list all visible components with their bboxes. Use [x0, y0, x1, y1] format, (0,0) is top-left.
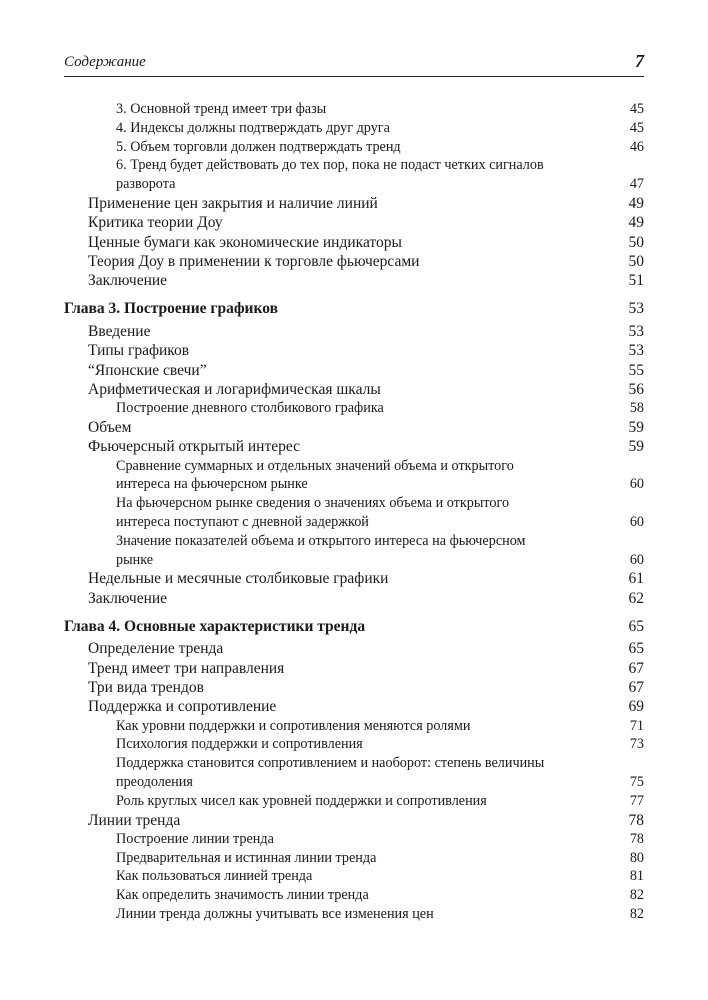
toc-entry-title: Объем	[88, 418, 132, 436]
toc-entry-page: 58	[629, 400, 644, 417]
toc-entry-page: 77	[629, 792, 644, 809]
toc-entry-page: 53	[628, 322, 644, 340]
toc-subsection	[64, 849, 644, 868]
toc-entry-page: 55	[628, 361, 644, 379]
toc-entry-title: Как определить значимость линии тренда	[116, 887, 369, 904]
toc-section	[64, 233, 644, 252]
toc-entry-page: 71	[629, 717, 644, 734]
toc-section	[64, 639, 644, 658]
toc-entry-title: Построение дневного столбикового графика	[116, 400, 384, 417]
toc-entry-page: 51	[628, 272, 644, 290]
toc-subsection	[64, 905, 644, 924]
toc-entry-title: Ценные бумаги как экономические индикаторы	[88, 233, 402, 251]
toc-section	[64, 589, 644, 608]
toc-section	[64, 811, 644, 830]
toc-subsection	[64, 399, 644, 418]
toc-entry-page: 80	[629, 849, 644, 866]
toc-entry-page: 50	[628, 233, 644, 251]
toc-entry-title: 5. Объем торговли должен подтверждать тренд	[116, 138, 401, 155]
toc-entry-page: 62	[628, 589, 644, 607]
toc-entry-title: На фьючерсном рынке сведения о значениях объема и открытого интереса поступают с дневной задержкой	[116, 495, 510, 530]
toc-entry-page: 67	[628, 659, 644, 677]
toc-entry-title: Глава 3. Построение графиков	[64, 300, 278, 318]
running-header	[64, 50, 644, 77]
toc-entry-title: 3. Основной тренд имеет три фазы	[116, 101, 327, 117]
chapter-heading	[64, 617, 644, 637]
toc-subsection	[64, 494, 644, 532]
toc-entry-page: 59	[628, 438, 644, 456]
toc-entry-title: Как уровни поддержки и сопротивления меняются ролями	[116, 717, 471, 734]
toc-subsection	[64, 754, 644, 792]
toc-subsection	[64, 886, 644, 905]
toc-entry-title: Определение тренда	[88, 640, 224, 658]
toc-entry-page: 69	[628, 698, 644, 716]
toc-entry-title: Фьючерсный открытый интерес	[88, 438, 300, 456]
toc-entry-page: 45	[629, 119, 644, 136]
toc-entry-page: 49	[628, 194, 644, 212]
toc-subsection	[64, 532, 644, 570]
toc-section	[64, 252, 644, 271]
toc-entry-title: Построение линии тренда	[116, 830, 274, 847]
toc-section	[64, 341, 644, 360]
toc-entry-page: 60	[629, 513, 644, 530]
toc-entry-page: 47	[629, 176, 644, 193]
toc-entry-page: 50	[628, 252, 644, 270]
toc-entry-title: Значение показателей объема и открытого интереса на фьючерсном рынке	[116, 532, 526, 568]
toc-entry-title: Поддержка и сопротивление	[88, 698, 277, 716]
toc-entry-title: Тренд имеет три направления	[88, 659, 285, 677]
toc-entry-title: Роль круглых чисел как уровней поддержки и сопротивления	[116, 792, 487, 809]
page-number: 7	[635, 51, 644, 71]
toc-entry-page: 60	[629, 476, 644, 493]
toc-entry-title: Арифметическая и логарифмическая шкалы	[88, 380, 381, 398]
toc-entry-page: 49	[628, 214, 644, 232]
toc-subsection	[64, 830, 644, 849]
toc-section	[64, 418, 644, 437]
toc-subsection	[64, 717, 644, 736]
toc-subsection	[64, 867, 644, 886]
toc-entry-page: 53	[628, 300, 644, 318]
toc-entry-title: Предварительная и истинная линии тренда	[116, 849, 377, 866]
toc-section	[64, 361, 644, 380]
running-title: Содержание	[64, 54, 146, 70]
toc-entry-title: Как пользоваться линией тренда	[116, 868, 313, 885]
toc-section	[64, 213, 644, 232]
toc-entry-title: 6. Тренд будет действовать до тех пор, пока не подаст четких сигналов разворота	[116, 157, 544, 193]
toc-entry-page: 78	[628, 811, 644, 829]
toc-entry-title: Введение	[88, 322, 151, 340]
toc-section	[64, 569, 644, 588]
toc-entry-page: 59	[628, 418, 644, 436]
toc-entry-page: 78	[629, 830, 644, 847]
toc-entry-page: 65	[628, 640, 644, 658]
toc-entry-page: 45	[629, 101, 644, 117]
toc-section	[64, 322, 644, 341]
toc-entry-title: Применение цен закрытия и наличие линий	[88, 194, 378, 212]
toc-entry-page: 67	[628, 679, 644, 697]
toc-subsection	[64, 156, 644, 194]
toc-entry-title: Недельные и месячные столбиковые графики	[88, 570, 389, 588]
toc-entry-title: Заключение	[88, 589, 168, 607]
toc-entry-title: Линии тренда должны учитывать все изменения цен	[116, 906, 434, 923]
toc-entry-title: Сравнение суммарных и отдельных значений объема и открытого интереса на фьючерсном рынке	[116, 457, 514, 493]
toc-section	[64, 437, 644, 456]
toc-entry-page: 81	[629, 868, 644, 885]
toc-entry-page: 73	[629, 736, 644, 753]
toc-entry-title: Три вида трендов	[88, 679, 204, 697]
toc-entry-page: 46	[629, 138, 644, 155]
toc-section	[64, 194, 644, 213]
table-of-contents	[64, 100, 644, 924]
toc-entry-title: Поддержка становится сопротивлением и наоборот: степень величины преодоления	[116, 755, 545, 790]
toc-entry-title: Психология поддержки и сопротивления	[116, 736, 363, 753]
toc-subsection	[64, 100, 644, 119]
toc-entry-page: 82	[629, 887, 644, 904]
toc-entry-title: Критика теории Доу	[88, 214, 223, 232]
toc-entry-title: Типы графиков	[88, 342, 190, 360]
chapter-heading	[64, 299, 644, 319]
toc-entry-title: 4. Индексы должны подтверждать друг друга	[116, 119, 390, 136]
toc-entry-title: Заключение	[88, 272, 168, 290]
toc-section	[64, 271, 644, 290]
toc-entry-page: 65	[628, 617, 644, 635]
toc-entry-title: “Японские свечи”	[88, 361, 207, 379]
toc-section	[64, 678, 644, 697]
toc-section	[64, 380, 644, 399]
toc-entry-page: 75	[629, 774, 644, 790]
toc-subsection	[64, 138, 644, 157]
toc-subsection	[64, 735, 644, 754]
toc-section	[64, 697, 644, 716]
toc-entry-title: Глава 4. Основные характеристики тренда	[64, 617, 366, 635]
toc-entry-page: 56	[628, 380, 644, 398]
toc-subsection	[64, 792, 644, 811]
toc-entry-page: 82	[629, 906, 644, 923]
toc-subsection	[64, 457, 644, 495]
toc-subsection	[64, 119, 644, 138]
toc-section	[64, 659, 644, 678]
toc-entry-page: 60	[629, 551, 644, 568]
toc-entry-page: 53	[628, 342, 644, 360]
toc-entry-page: 61	[628, 570, 644, 588]
toc-entry-title: Линии тренда	[88, 811, 181, 829]
toc-entry-title: Теория Доу в применении к торговле фьючерсами	[88, 252, 420, 270]
